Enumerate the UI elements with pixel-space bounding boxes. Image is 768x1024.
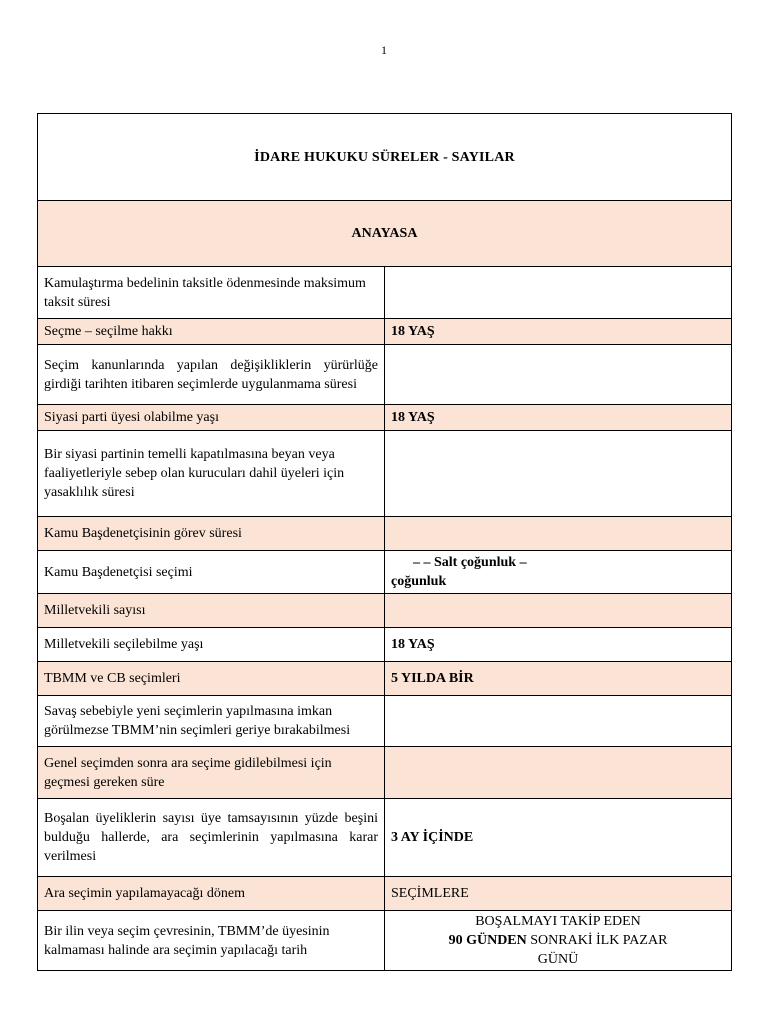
value-line: – – Salt çoğunluk – [413,555,527,570]
row-label: Siyasi parti üyesi olabilme yaşı [38,405,385,431]
row-value [385,911,732,971]
table-row [38,628,732,662]
row-value: SEÇİMLERE [385,877,732,911]
row-label: Seçme – seçilme hakkı [38,319,385,345]
row-value [385,431,732,517]
value-line: çoğunluk [391,574,447,589]
row-value [385,747,732,799]
table-row [38,431,732,517]
table-row [38,551,732,594]
row-label: Boşalan üyeliklerin sayısı üye tamsayısının yüzde beşini bulduğu hallerde, ara seçimlerinin yapılmasına karar verilmesi [38,799,385,877]
table-row [38,696,732,747]
value-line: GÜNÜ [537,952,579,967]
row-label: Bir siyasi partinin temelli kapatılmasına beyan veya faaliyetleriyle sebep olan kurucuları dahil üyeleri için yasaklılık süresi [38,431,385,517]
section-heading: ANAYASA [38,201,732,267]
row-value [385,267,732,319]
table-row [38,517,732,551]
row-value [385,696,732,747]
row-value: 18 YAŞ [385,405,732,431]
row-label: Ara seçimin yapılamayacağı dönem [38,877,385,911]
table-row [38,877,732,911]
row-value: 3 AY İÇİNDE [385,799,732,877]
table-row [38,345,732,405]
table-row [38,662,732,696]
table-row [38,911,732,971]
table-row [38,747,732,799]
title-row [38,114,732,201]
row-value: 18 YAŞ [385,628,732,662]
table-row [38,799,732,877]
page-number: 1 [381,43,387,57]
durations-table [37,113,732,971]
value-bold-part: 90 GÜNDEN [448,933,527,948]
row-label: Kamu Başdenetçisi seçimi [38,551,385,594]
section-row [38,201,732,267]
row-label: Kamu Başdenetçisinin görev süresi [38,517,385,551]
table-row [38,267,732,319]
row-value [385,594,732,628]
row-value [385,551,732,594]
row-label: Genel seçimden sonra ara seçime gidilebilmesi için geçmesi gereken süre [38,747,385,799]
row-value [385,345,732,405]
row-value: 5 YILDA BİR [385,662,732,696]
row-value [385,517,732,551]
row-label: Milletvekili seçilebilme yaşı [38,628,385,662]
row-label: Savaş sebebiyle yeni seçimlerin yapılmasına imkan görülmezse TBMM’nin seçimleri geriye bırakabilmesi [38,696,385,747]
row-label: Kamulaştırma bedelinin taksitle ödenmesinde maksimum taksit süresi [38,267,385,319]
row-label: TBMM ve CB seçimleri [38,662,385,696]
row-value: 18 YAŞ [385,319,732,345]
value-line: BOŞALMAYI TAKİP EDEN [475,914,641,929]
value-line [391,931,725,950]
table-row [38,594,732,628]
row-label: Seçim kanunlarında yapılan değişikliklerin yürürlüğe girdiği tarihten itibaren seçimlerde uygulanmama süresi [38,345,385,405]
value-rest-part: SONRAKİ İLK PAZAR [526,933,668,948]
row-label: Milletvekili sayısı [38,594,385,628]
row-label: Bir ilin veya seçim çevresinin, TBMM’de üyesinin kalmaması halinde ara seçimin yapılacağı tarih [38,911,385,971]
document-title: İDARE HUKUKU SÜRELER - SAYILAR [38,114,732,201]
table-row [38,405,732,431]
table-row [38,319,732,345]
